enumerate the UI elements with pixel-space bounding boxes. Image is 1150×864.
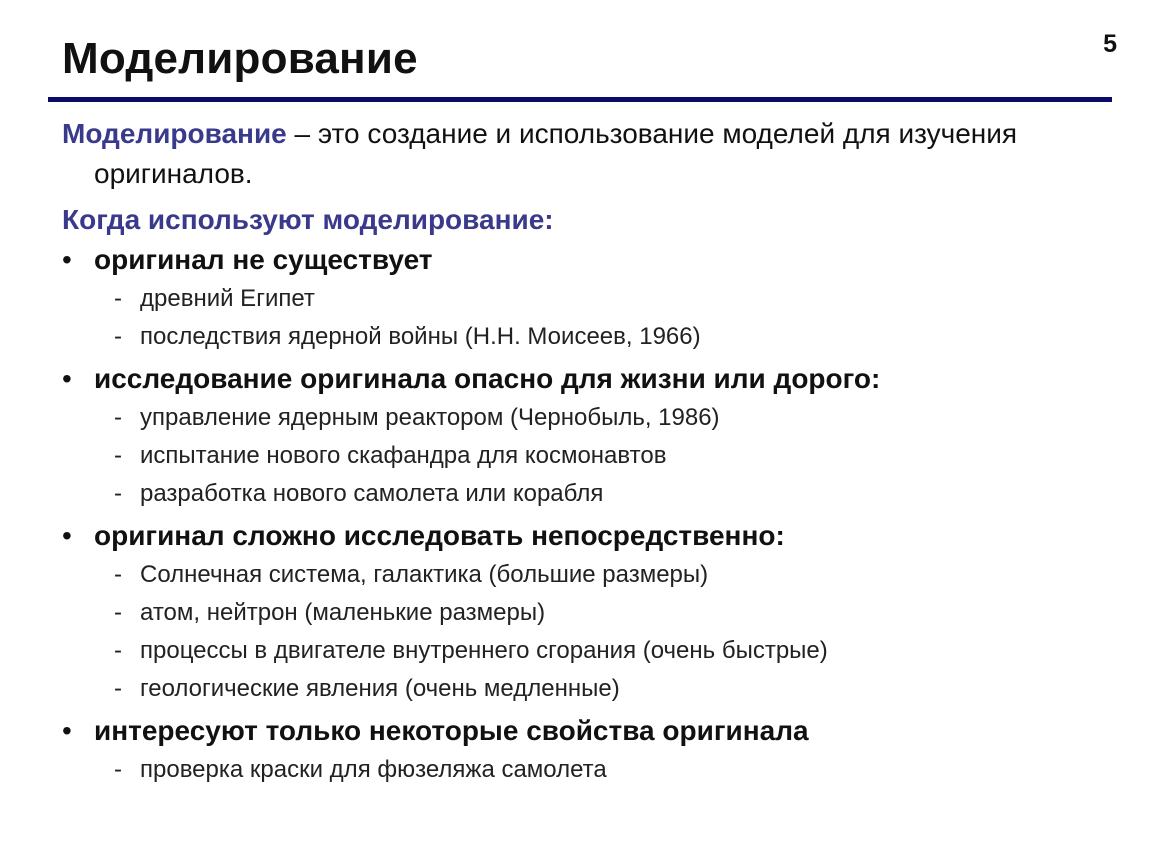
sub-list xyxy=(62,399,1132,513)
dash-marker-icon: - xyxy=(114,675,122,702)
sub-list-item xyxy=(62,280,1132,318)
sub-list-item xyxy=(62,594,1132,632)
sub-list-item xyxy=(62,399,1132,437)
dash-marker-icon: - xyxy=(114,285,122,312)
dash-marker-icon: - xyxy=(114,637,122,664)
bullet-text: исследование оригинала опасно для жизни или дорого: xyxy=(94,363,881,394)
sub-list xyxy=(62,280,1132,356)
sub-list xyxy=(62,751,1132,789)
sub-item-text: управление ядерным реактором (Чернобыль, 1986) xyxy=(140,404,720,431)
usage-section xyxy=(62,711,1132,789)
dash-marker-icon: - xyxy=(114,756,122,783)
sub-item-text: геологические явления (очень медленные) xyxy=(140,675,620,702)
dash-marker-icon: - xyxy=(114,442,122,469)
bullet-dot-icon: • xyxy=(62,363,72,394)
sub-list xyxy=(62,556,1132,708)
usage-heading: Когда используют моделирование: xyxy=(62,204,554,235)
sub-item-text: проверка краски для фюзеляжа самолета xyxy=(140,756,607,783)
sub-list-item xyxy=(62,751,1132,789)
bullet-text: оригинал сложно исследовать непосредственно: xyxy=(94,520,785,551)
sub-list-item xyxy=(62,318,1132,356)
dash-marker-icon: - xyxy=(114,480,122,507)
title-divider xyxy=(48,97,1112,102)
usage-section xyxy=(62,359,1132,513)
usage-sections xyxy=(62,240,1132,789)
sub-item-text: процессы в двигателе внутреннего сгорания (очень быстрые) xyxy=(140,637,828,664)
definition-text: – это создание и использование моделей для изучения оригиналов. xyxy=(94,118,1018,189)
sub-list-item xyxy=(62,670,1132,708)
usage-section xyxy=(62,240,1132,356)
dash-marker-icon: - xyxy=(114,404,122,431)
slide-number: 5 xyxy=(1103,30,1117,58)
bullet-item xyxy=(62,359,1132,399)
bullet-dot-icon: • xyxy=(62,520,72,551)
sub-item-text: последствия ядерной войны (Н.Н. Моисеев, 1966) xyxy=(140,323,701,350)
sub-item-text: испытание нового скафандра для космонавтов xyxy=(140,442,667,469)
slide-title: Моделирование xyxy=(62,34,418,83)
definition-paragraph xyxy=(62,114,1132,194)
bullet-dot-icon: • xyxy=(62,715,72,746)
sub-list-item xyxy=(62,437,1132,475)
bullet-text: оригинал не существует xyxy=(94,244,433,275)
sub-item-text: разработка нового самолета или корабля xyxy=(140,480,604,507)
sub-item-text: атом, нейтрон (маленькие размеры) xyxy=(140,599,546,626)
bullet-item xyxy=(62,240,1132,280)
sub-item-text: древний Египет xyxy=(140,285,315,312)
slide-content xyxy=(62,114,1132,792)
dash-marker-icon: - xyxy=(114,599,122,626)
bullet-text: интересуют только некоторые свойства оригинала xyxy=(94,715,809,746)
sub-list-item xyxy=(62,556,1132,594)
definition-term: Моделирование xyxy=(62,118,287,149)
sub-list-item xyxy=(62,475,1132,513)
usage-section xyxy=(62,516,1132,708)
dash-marker-icon: - xyxy=(114,323,122,350)
bullet-dot-icon: • xyxy=(62,244,72,275)
dash-marker-icon: - xyxy=(114,561,122,588)
sub-item-text: Солнечная система, галактика (большие размеры) xyxy=(140,561,709,588)
bullet-item xyxy=(62,711,1132,751)
bullet-item xyxy=(62,516,1132,556)
sub-list-item xyxy=(62,632,1132,670)
